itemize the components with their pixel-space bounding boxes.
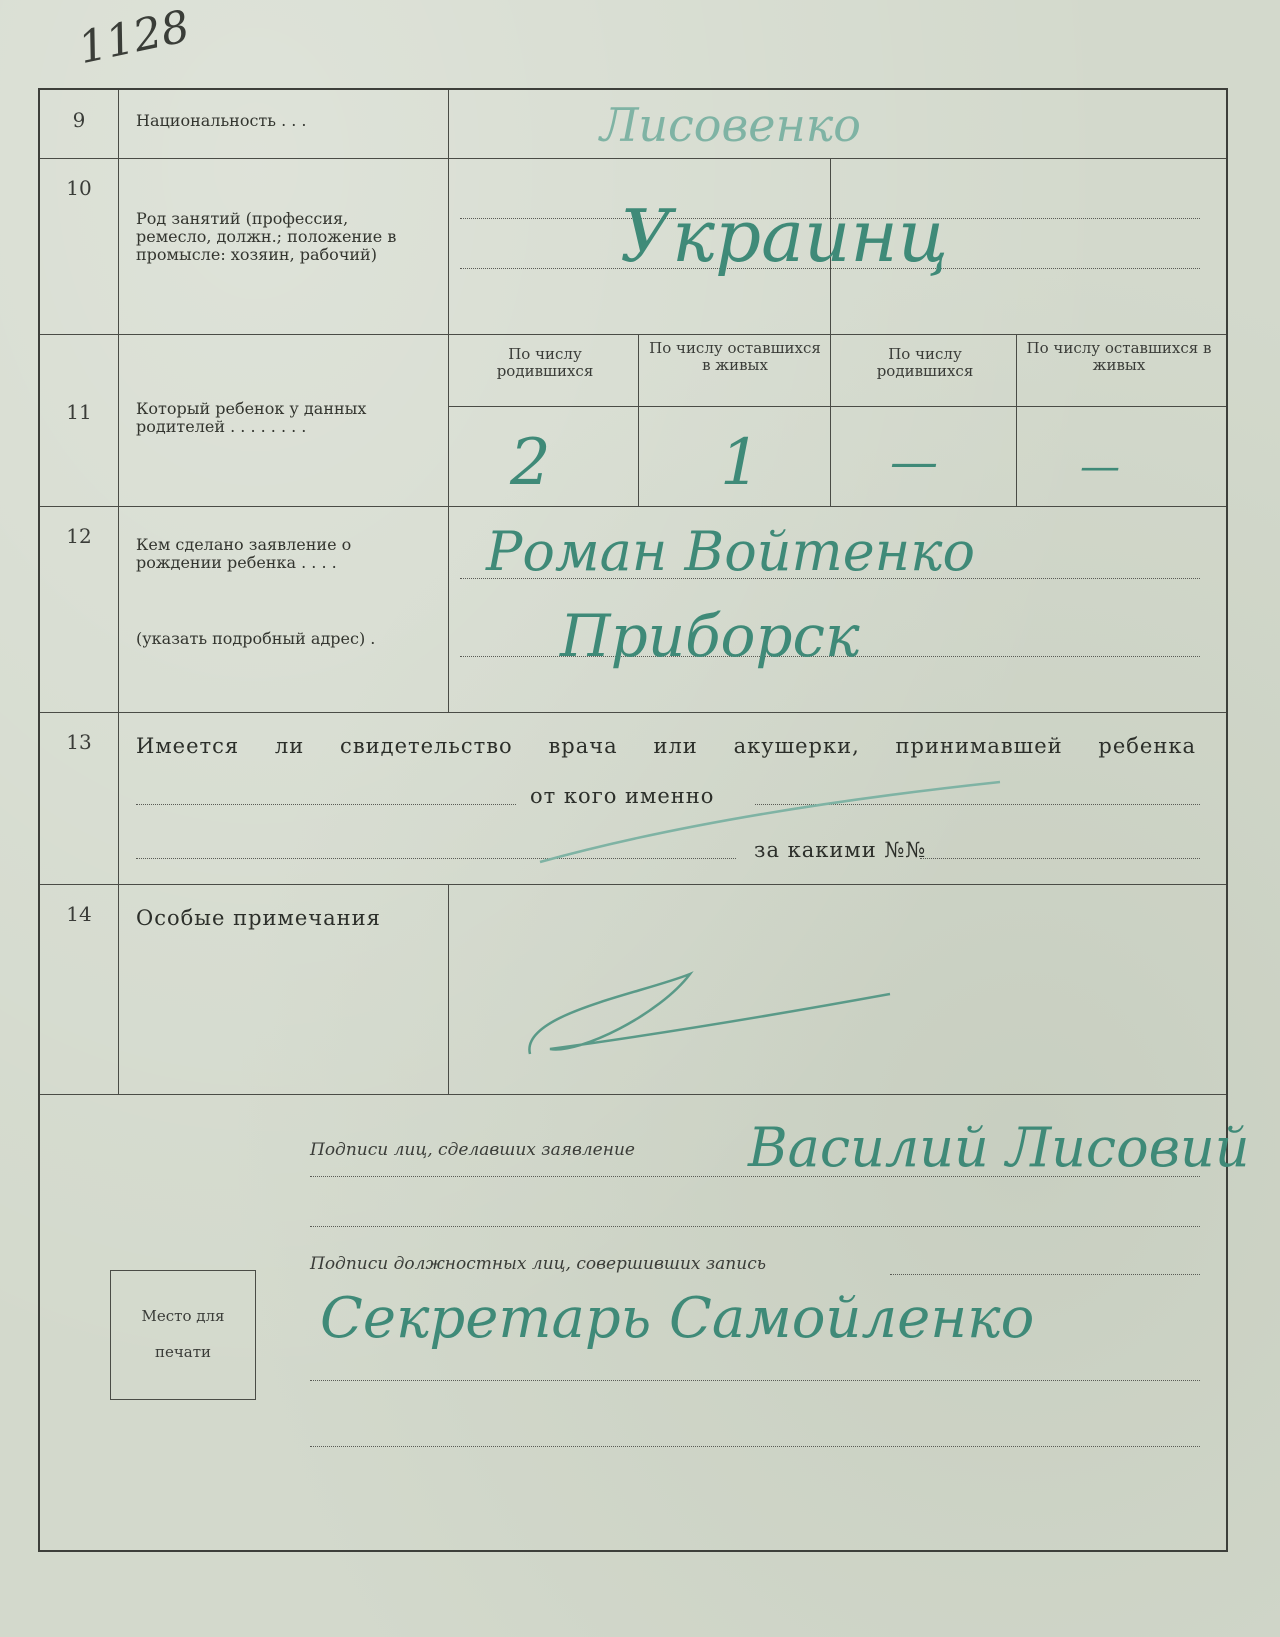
row-nationality	[40, 90, 1226, 159]
row-number: 12	[40, 506, 119, 712]
col-alive-2: По числу оставшихся в живых	[1026, 339, 1212, 374]
row-occupation	[40, 158, 1226, 335]
row-number: 13	[40, 712, 119, 884]
numbers-label: за какими №№	[754, 838, 927, 862]
born-count-1: 2	[510, 426, 551, 500]
corner-note: 1128	[73, 0, 195, 75]
from-whom-label: от кого именно	[530, 784, 715, 808]
col-born-2: По числу родившихся	[876, 345, 974, 380]
applicant-name: Роман Войтенко	[486, 520, 976, 583]
alive-count-1: 1	[720, 426, 761, 500]
applicants-sign-label: Подписи лиц, сделавших заявление	[310, 1140, 635, 1160]
born-count-2: —	[890, 434, 938, 490]
child-order-label: Который ребенок у данных родителей . . . . . . . .	[136, 399, 367, 436]
notes-label: Особые примечания	[136, 906, 381, 930]
col-alive-1: По числу оставшихся в живых	[649, 339, 821, 374]
row-applicant	[40, 506, 1226, 713]
officials-sign-label: Подписи должностных лиц, совершивших запись	[310, 1254, 766, 1274]
seal-place: Место для печати	[110, 1270, 256, 1400]
address-label: (указать подробный адрес) .	[136, 629, 376, 648]
applicants-signature: Василий Лисовий	[748, 1116, 1250, 1179]
officials-signature: Секретарь Самойленко	[320, 1286, 1035, 1351]
row-number: 9	[40, 90, 119, 158]
applicant-label: Кем сделано заявление о рождении ребенка . . . .	[136, 535, 352, 572]
row-certificate	[40, 712, 1226, 885]
nationality-value: Лисовенко	[600, 98, 861, 152]
row-number: 11	[40, 334, 119, 506]
row-child-order	[40, 334, 1226, 507]
row-notes	[40, 884, 1226, 1095]
alive-count-2: —	[1080, 444, 1120, 490]
occupation-label: Род занятий (профессия, ремесло, должн.; положение в промысле: хозяин, рабочий)	[136, 209, 397, 264]
row-number: 10	[40, 158, 119, 334]
col-born-1: По числу родившихся	[496, 345, 594, 380]
dash-stroke	[520, 772, 1020, 872]
nationality-label: Национальность . . .	[136, 111, 307, 130]
certificate-question: Имеется ли свидетельство врача или акушерки, принимавшей ребенка	[136, 734, 1196, 758]
occupation-value: Украинц	[620, 194, 949, 278]
applicant-address: Приборск	[560, 602, 860, 670]
row-number: 14	[40, 884, 119, 1094]
notes-dash-stroke	[520, 954, 900, 1064]
